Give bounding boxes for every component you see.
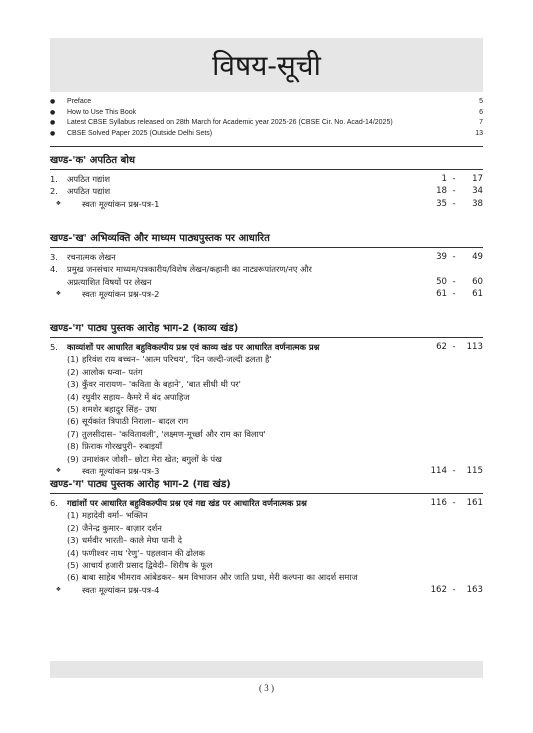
sub-number: (8) [67, 441, 79, 452]
item-number [50, 440, 67, 452]
item-title: गद्यांशों पर आधारित बहुविकल्पीय प्रश्न एवं गद्य खंड पर आधारित वर्णनात्मक प्रश्न [67, 498, 307, 508]
sub-item [50, 353, 483, 365]
item-title: (8) फ़िराक गोरखपुरी– रुबाइयाँ [67, 441, 163, 452]
item-title: (1) हरिवंश राय बच्चन– 'आत्म परिचय', 'दिन जल्दी-जल्दी ढलता है' [67, 354, 272, 365]
sub-number: (5) [67, 560, 79, 571]
page-dash: - [452, 584, 456, 595]
sub-item [50, 415, 483, 427]
item-number [50, 453, 67, 465]
section-heading: खण्ड-'क' अपठित बोध [50, 153, 483, 170]
prelim-item [50, 97, 483, 108]
diamond-bullet-icon: ❖ [55, 290, 62, 298]
prelim-label: Preface [67, 98, 92, 105]
section-heading: खण्ड-'ग' पाठ्य पुस्तक आरोह भाग-2 (काव्य खंड) [50, 321, 483, 338]
item-title: अपठित पद्यांश [67, 186, 111, 197]
diamond-bullet-icon: ❖ [55, 199, 62, 207]
toc-row [50, 251, 483, 263]
bullet-icon: ● [50, 98, 56, 105]
section-heading: खण्ड-'ख' अभिव्यक्ति और माध्यम पाठ्यपुस्तक पर आधारित [50, 231, 483, 248]
item-title: अपठित गद्यांश [67, 174, 111, 184]
toc-row [50, 263, 483, 275]
sub-item [50, 534, 483, 546]
page-range [411, 185, 483, 197]
prelim-item [50, 108, 483, 119]
page-dash: - [452, 186, 456, 197]
title-band [50, 38, 483, 92]
item-number [50, 353, 67, 365]
toc-section [50, 153, 483, 210]
item-number [50, 276, 67, 288]
item-number: 3. [50, 252, 58, 262]
item-number [50, 571, 67, 583]
item-title: स्वतः मूल्यांकन प्रश्न-पत्र-4 [82, 584, 160, 595]
item-title: (6) बाबा साहेब भीमराव आंबेडकर– श्रम विभाजन और जाति प्रथा, मेरी कल्पना का आदर्श समाज [67, 572, 358, 583]
page-range [411, 276, 483, 288]
item-title: अप्रत्याशित विषयों पर लेखन [67, 276, 152, 287]
page-dash: - [452, 342, 456, 352]
bullet-icon: ● [50, 108, 56, 116]
toc-row [50, 276, 483, 288]
sub-item [50, 366, 483, 378]
sub-number: (1) [67, 354, 79, 365]
prelim-label: CBSE Solved Paper 2025 (Outside Delhi Sets) [67, 130, 213, 138]
sub-item [50, 391, 483, 403]
item-title: स्वतः मूल्यांकन प्रश्न-पत्र-3 [82, 466, 160, 477]
page-to: 17 [472, 174, 483, 184]
prelim-page: 7 [479, 119, 483, 127]
page-dash: - [452, 498, 456, 508]
page-range [411, 173, 483, 185]
toc-row [50, 341, 483, 353]
page-range [411, 341, 483, 353]
page-to: 163 [466, 584, 483, 595]
diamond-bullet-icon: ❖ [55, 467, 62, 475]
divider [50, 146, 483, 147]
prelim-label: How to Use This Book [67, 108, 137, 116]
sub-item [50, 559, 483, 571]
page-from: 39 [436, 252, 447, 262]
self-assessment-row [50, 288, 483, 300]
page-range [411, 251, 483, 263]
footer-band [50, 661, 483, 678]
page-dash: - [452, 276, 456, 287]
sub-item [50, 428, 483, 440]
sub-number: (4) [67, 547, 79, 558]
toc-section [50, 231, 483, 301]
page-from: 62 [436, 342, 447, 352]
toc-row [50, 497, 483, 509]
sub-number: (6) [67, 572, 79, 583]
page-to: 161 [466, 498, 483, 508]
toc-row [50, 173, 483, 185]
toc-section [50, 321, 483, 477]
page-from: 50 [436, 276, 447, 287]
sub-item [50, 547, 483, 559]
page-from [419, 263, 447, 275]
item-title: (2) जैनेन्द्र कुमार– बाज़ार दर्शन [67, 522, 162, 533]
sub-item [50, 453, 483, 465]
item-number [50, 522, 67, 534]
page-range [411, 288, 483, 300]
sub-item [50, 378, 483, 390]
item-number [50, 559, 67, 571]
item-title: (4) फणीश्वर नाथ 'रेणु'– पहलवान की ढोलक [67, 547, 205, 558]
self-assessment-row [50, 465, 483, 477]
sub-item [50, 440, 483, 452]
item-number [50, 415, 67, 427]
item-title: (3) धर्मवीर भारती– काले मेघा पानी दे [67, 535, 182, 546]
item-title: (9) उमाशंकर जोशी– छोटा मेरा खेत; बगुलों के पंख [67, 453, 222, 464]
prelims-list [50, 97, 483, 140]
item-number [50, 403, 67, 415]
sub-number: (9) [67, 453, 79, 464]
section-heading: खण्ड-'ग' पाठ्य पुस्तक आरोह भाग-2 (गद्य खंड) [50, 477, 483, 494]
page-dash: - [452, 289, 456, 300]
sub-number: (2) [67, 522, 79, 533]
sub-number: (2) [67, 366, 79, 377]
item-title: (4) रघुवीर सहाय– कैमरे में बंद अपाहिज [67, 391, 190, 402]
page-from: 1 [441, 174, 447, 184]
page-to: 61 [472, 289, 483, 300]
prelim-page: 6 [479, 108, 483, 116]
page-dash: - [452, 466, 456, 477]
sub-number: (7) [67, 428, 79, 439]
prelim-label: Latest CBSE Syllabus released on 28th March for Academic year 2025-26 (CBSE Cir. No. Acad-14/2025) [67, 119, 393, 127]
item-title: (3) कुँवर नारायण– 'कविता के बहाने', 'बात सीधी थी पर' [67, 379, 241, 390]
page-number: ( 3 ) [259, 683, 274, 693]
page-range [411, 465, 483, 477]
item-number: 6. [50, 498, 58, 508]
item-number [50, 509, 67, 521]
page-from: 35 [436, 198, 447, 209]
prelim-item [50, 129, 483, 140]
page-to: 34 [472, 186, 483, 197]
item-title: (1) महादेवी वर्मा– भक्तिन [67, 510, 148, 521]
sub-item [50, 509, 483, 521]
prelim-page: 5 [479, 98, 483, 105]
page-to [461, 263, 483, 275]
bullet-icon: ● [50, 130, 56, 138]
item-number [50, 547, 67, 559]
page-title: विषय-सूची [212, 49, 321, 82]
page-from: 162 [430, 584, 447, 595]
page-range [411, 584, 483, 596]
page-range [411, 198, 483, 210]
page-from: 61 [436, 289, 447, 300]
page-to: 113 [466, 342, 483, 352]
sub-number: (3) [67, 379, 79, 390]
page-dash: - [452, 198, 456, 209]
sub-item [50, 571, 483, 583]
item-number [50, 378, 67, 390]
item-title: रचनात्मक लेखन [67, 252, 116, 262]
item-title: स्वतः मूल्यांकन प्रश्न-पत्र-2 [82, 289, 160, 300]
item-number [50, 366, 67, 378]
sub-item [50, 403, 483, 415]
prelim-page: 13 [475, 130, 483, 138]
item-number [50, 391, 67, 403]
toc-section [50, 477, 483, 596]
page-range [411, 263, 483, 275]
item-title: (7) तुलसीदास– 'कवितावली', 'लक्ष्मण-मूर्च्छा और राम का विलाप' [67, 428, 266, 439]
bullet-icon: ● [50, 119, 56, 127]
page-dash: - [452, 252, 456, 262]
item-number: 2. [50, 186, 58, 197]
sub-number: (3) [67, 535, 79, 546]
item-number [50, 534, 67, 546]
item-number [50, 428, 67, 440]
item-title: (6) सूर्यकांत त्रिपाठी निराला– बादल राग [67, 416, 189, 427]
sub-item [50, 522, 483, 534]
page-to: 38 [472, 198, 483, 209]
item-title: (2) आलोक धन्वा– पतंग [67, 366, 143, 377]
self-assessment-row [50, 198, 483, 210]
item-title: काव्यांशों पर आधारित बहुविकल्पीय प्रश्न एवं काव्य खंड पर आधारित वर्णनात्मक प्रश्न [67, 342, 320, 352]
item-number: 4. [50, 264, 58, 275]
page-from: 116 [430, 498, 447, 508]
prelim-item [50, 118, 483, 129]
item-title: (5) शमशेर बहादुर सिंह– उषा [67, 404, 157, 415]
page-dash: - [452, 174, 456, 184]
sub-number: (6) [67, 416, 79, 427]
page-from: 114 [430, 466, 447, 477]
self-assessment-row [50, 584, 483, 596]
page-to: 60 [472, 276, 483, 287]
diamond-bullet-icon: ❖ [55, 585, 62, 593]
page-range [411, 497, 483, 509]
item-title: प्रमुख जनसंचार माध्यम/पत्रकारीय/विशेष लेखन/कहानी का नाट्यरूपांतरण/नए और [67, 264, 312, 275]
sub-number: (1) [67, 510, 79, 521]
item-number: 1. [50, 174, 58, 184]
page-to: 115 [466, 466, 483, 477]
page-from: 18 [436, 186, 447, 197]
page-dash [447, 263, 461, 275]
toc-row [50, 185, 483, 197]
sub-number: (5) [67, 404, 79, 415]
item-title: (5) आचार्य हजारी प्रसाद द्विवेदी– शिरीष के फूल [67, 560, 213, 571]
item-number: 5. [50, 342, 58, 352]
sub-number: (4) [67, 391, 79, 402]
item-title: स्वतः मूल्यांकन प्रश्न-पत्र-1 [82, 198, 160, 209]
page-to: 49 [472, 252, 483, 262]
